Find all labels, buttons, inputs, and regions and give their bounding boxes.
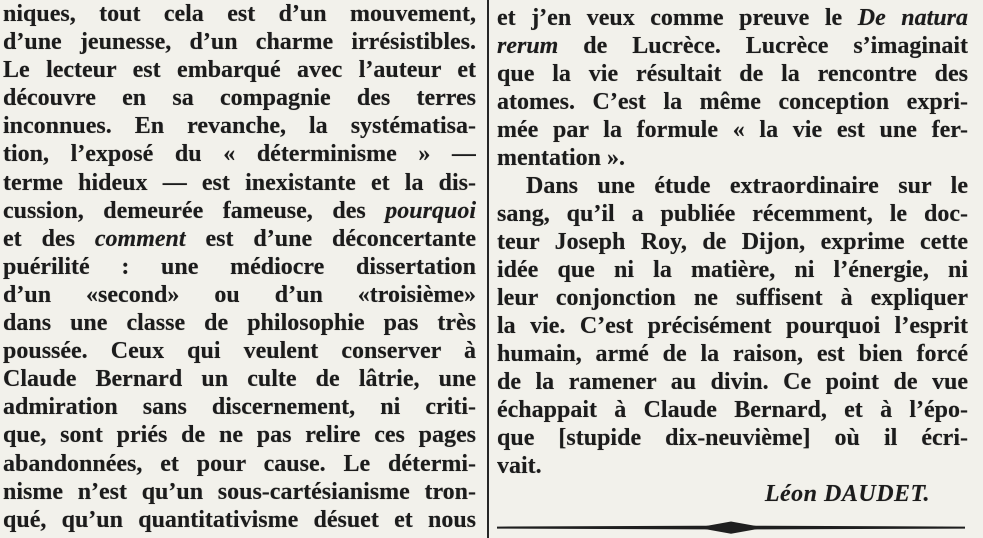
text-segment: Claude Bernard un culte de lâtrie, une [3,366,476,393]
text-segment: découvre en sa compagnie des terres [3,85,476,112]
text-segment: d’une jeunesse, d’un charme irrésistibles. [3,29,476,56]
text-line [3,450,476,478]
text-line [3,140,476,168]
text-line [3,28,476,56]
text-segment: que la vie résultait de la rencontre des [497,61,968,87]
text-line [3,253,476,281]
text-segment: puérilité : une médiocre dissertation [3,253,476,280]
text-line [3,309,476,337]
right-column-text [497,4,968,480]
text-line [3,0,476,28]
text-line [3,506,476,534]
text-segment: Le lecteur est embarqué avec l’auteur et [3,57,476,84]
text-line [497,60,968,88]
text-segment: Dans une étude extraordinaire sur le [526,173,968,199]
text-segment: de la ramener au divin. Ce point de vue [497,369,968,395]
text-line [3,112,476,140]
text-line [497,368,968,396]
text-segment: atomes. C’est la même conception expri- [497,89,968,115]
text-line [497,340,968,368]
text-segment: cussion, demeurée fameuse, des [3,197,386,224]
text-line [497,452,968,480]
italic-text: pourquoi [385,197,476,224]
text-line [497,228,968,256]
text-segment: admiration sans discernement, ni criti- [3,394,476,421]
text-segment: leur conjonction ne suffisent à expliquer [497,285,968,311]
left-column [3,0,476,534]
text-line [3,421,476,449]
italic-text: rerum [497,33,559,59]
ornamental-rule [497,519,965,536]
text-segment: dans une classe de philosophie pas très [3,310,476,337]
text-line [3,225,476,253]
italic-text: comment [94,225,186,252]
text-segment: d’un «second» ou d’un «troisième» [3,281,476,308]
text-line [497,256,968,284]
text-line [3,197,476,225]
text-line [3,84,476,112]
text-segment: poussée. Ceux qui veulent conserver à [3,338,476,365]
text-segment: est d’une déconcertante [185,225,476,252]
text-line [497,172,968,200]
text-segment: mentation ». [497,145,625,171]
text-line [497,396,968,424]
text-segment: teur Joseph Roy, de Dijon, exprime cette [497,229,968,255]
column-rule [487,0,489,538]
text-segment: que [stupide dix-neuvième] où il écri- [497,425,968,451]
text-segment: vait. [497,453,542,479]
text-line [3,478,476,506]
text-segment: et j’en veux comme preuve le [497,5,858,31]
ornamental-rule-lozenge [697,522,765,534]
text-line [497,312,968,340]
text-line [3,393,476,421]
text-segment: la vie. C’est précisément pourquoi l’esprit [497,313,968,339]
text-segment: abandonnées, et pour cause. Le détermi- [3,450,476,477]
text-segment: terme hideux — est inexistante et la dis- [3,169,476,196]
text-segment: idée que ni la matière, ni l’énergie, ni [497,257,968,283]
text-line [497,116,968,144]
text-line [3,56,476,84]
right-column [497,4,968,508]
text-segment: mée par la formule « la vie est une fer- [497,117,968,143]
text-segment: niques, tout cela est d’un mouvement, [3,1,476,27]
text-segment: et des [3,225,95,252]
text-segment: sang, qu’il a publiée récemment, le doc- [497,201,968,227]
text-segment: de Lucrèce. Lucrèce s’imaginait [558,33,968,59]
text-segment: qué, qu’un quantitativisme désuet et nous [3,506,476,533]
text-line [3,337,476,365]
text-line [497,144,968,172]
text-line [3,365,476,393]
text-segment: que, sont priés de ne pas relire ces pages [3,422,476,449]
text-segment: humain, armé de la raison, est bien forcé [497,341,968,367]
text-line [3,281,476,309]
italic-text: De natura [857,5,968,31]
text-line [497,424,968,452]
text-segment: tion, l’exposé du « déterminisme » — [3,141,476,168]
text-line [497,4,968,32]
text-line [497,88,968,116]
text-line [497,284,968,312]
signature: Léon DAUDET. [764,481,930,507]
text-segment: nisme n’est qu’un sous-cartésianisme tron- [3,478,476,505]
text-segment: échappait à Claude Bernard, et à l’épo- [497,397,968,423]
text-line [3,169,476,197]
text-segment: inconnues. En revanche, la systématisa- [3,113,476,140]
text-line [497,32,968,60]
text-line [497,200,968,228]
